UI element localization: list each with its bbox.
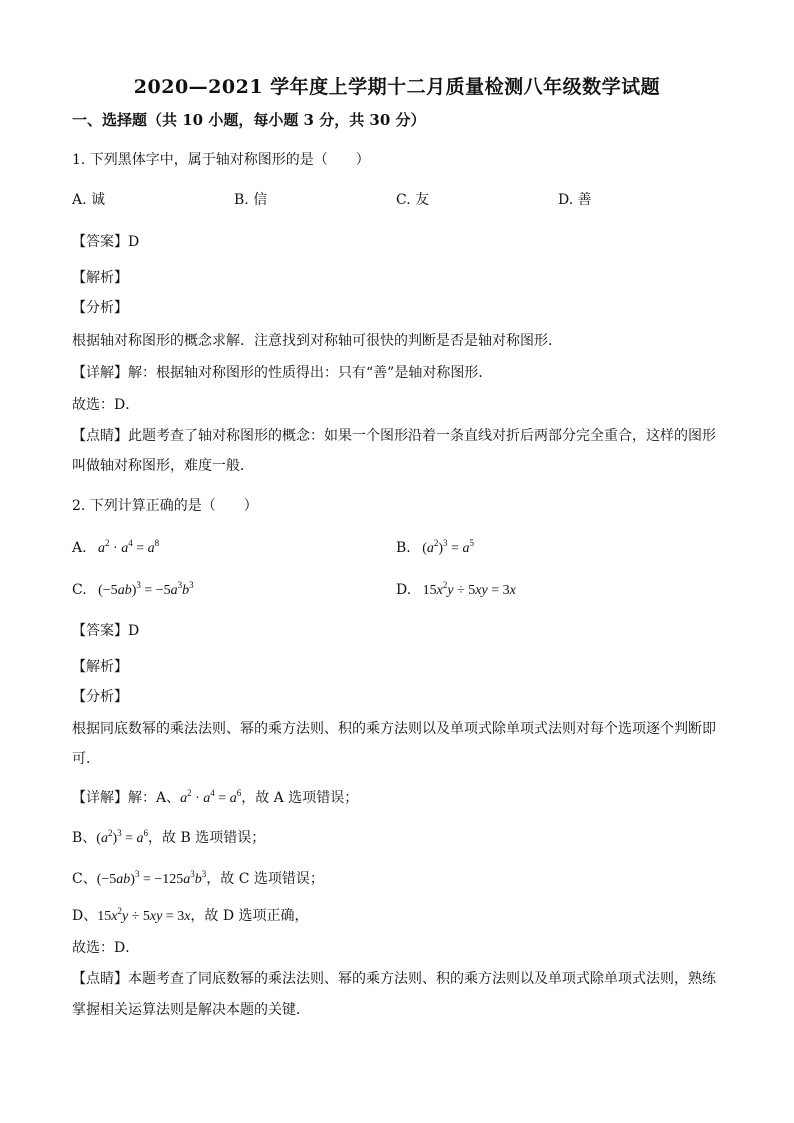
q2-option-d-label: D.: [396, 582, 412, 598]
q1-option-b: B. 信: [234, 192, 268, 208]
q1-analysis-heading: 【解析】: [72, 270, 128, 286]
q2-comment-line2: 掌握相关运算法则是解决本题的关键．: [72, 1002, 310, 1018]
q1-answer: 【答案】D: [72, 234, 140, 250]
q1-option-a: A. 诚: [72, 192, 106, 208]
q2-stem: 2. 下列计算正确的是（ ）: [72, 498, 258, 514]
q2-option-b-formula: $(a^2)^3 = a^5$: [422, 538, 474, 556]
q1-comment-line2: 叫做轴对称图形，难度一般．: [72, 458, 254, 474]
q2-detail-c-prefix: C、: [72, 871, 97, 887]
q2-detail-d-prefix: D、: [72, 908, 98, 924]
q2-detail-a: [72, 788, 358, 809]
q2-option-c-label: C.: [72, 582, 87, 598]
q2-option-a: [72, 538, 159, 559]
q2-option-c: [72, 580, 194, 601]
q2-choose: 故选：D．: [72, 940, 140, 956]
section-heading: 一、选择题（共 10 小题，每小题 3 分，共 30 分）: [72, 111, 426, 129]
q2-detail-a-prefix: 【详解】解：A、: [72, 790, 181, 806]
q1-fenxi-heading: 【分析】: [72, 300, 128, 316]
q2-option-c-formula: $(-5ab)^3 = -5a^3b^3$: [98, 580, 194, 598]
q1-option-d: D. 善: [558, 192, 592, 208]
q2-comment-line1: 【点睛】本题考查了同底数幂的乘法法则、幂的乘方法则、积的乘方法则以及单项式除单项式法则，熟练: [72, 971, 716, 987]
q2-detail-d-formula: $15x^2y \div 5xy = 3x$: [97, 906, 191, 924]
q2-answer: 【答案】D: [72, 623, 140, 639]
q2-fenxi-line1: 根据同底数幂的乘法法则、幂的乘方法则、积的乘方法则以及单项式除单项式法则对每个选项逐个判断即: [72, 721, 716, 737]
q1-fenxi-text: 根据轴对称图形的概念求解．注意找到对称轴可很快的判断是否是轴对称图形．: [72, 333, 562, 349]
q1-detail: 【详解】解：根据轴对称图形的性质得出：只有“善”是轴对称图形．: [72, 365, 493, 381]
q2-option-d: [396, 580, 516, 601]
q2-detail-b: [72, 828, 265, 849]
q2-detail-a-formula: $a^2 \cdot a^4 = a^6$: [180, 788, 242, 806]
q2-detail-c: [72, 869, 324, 890]
q2-fenxi-line2: 可．: [72, 751, 100, 767]
q1-option-c: C. 友: [396, 192, 430, 208]
q2-option-b: [396, 538, 474, 559]
q2-detail-b-formula: $(a^2)^3 = a^6$: [96, 828, 149, 846]
q2-detail-d: [72, 906, 309, 927]
page-title: 2020—2021 学年度上学期十二月质量检测八年级数学试题: [133, 76, 661, 98]
q2-detail-c-formula: $(-5ab)^3 = -125a^3b^3$: [96, 869, 207, 887]
q2-detail-b-suffix: ，故 B 选项错误；: [148, 830, 266, 846]
q2-option-a-formula: $a^2 \cdot a^4 = a^8$: [91, 538, 160, 556]
q2-detail-d-suffix: ，故 D 选项正确，: [190, 908, 309, 924]
q2-option-a-label: A.: [72, 540, 87, 556]
q2-detail-a-suffix: ，故 A 选项错误；: [241, 790, 359, 806]
q1-stem: 1. 下列黑体字中，属于轴对称图形的是（ ）: [72, 152, 370, 168]
q2-option-b-label: B.: [396, 540, 411, 556]
q1-choose: 故选：D．: [72, 397, 140, 413]
q2-detail-b-prefix: B、: [72, 830, 97, 846]
q2-analysis-heading: 【解析】: [72, 659, 128, 675]
q2-option-d-formula: $15x^2y \div 5xy = 3x$: [422, 580, 516, 598]
q2-detail-c-suffix: ，故 C 选项错误；: [206, 871, 324, 887]
q1-comment-line1: 【点睛】此题考查了轴对称图形的概念：如果一个图形沿着一条直线对折后两部分完全重合，这样的图形: [72, 428, 716, 444]
q2-fenxi-heading: 【分析】: [72, 689, 128, 705]
